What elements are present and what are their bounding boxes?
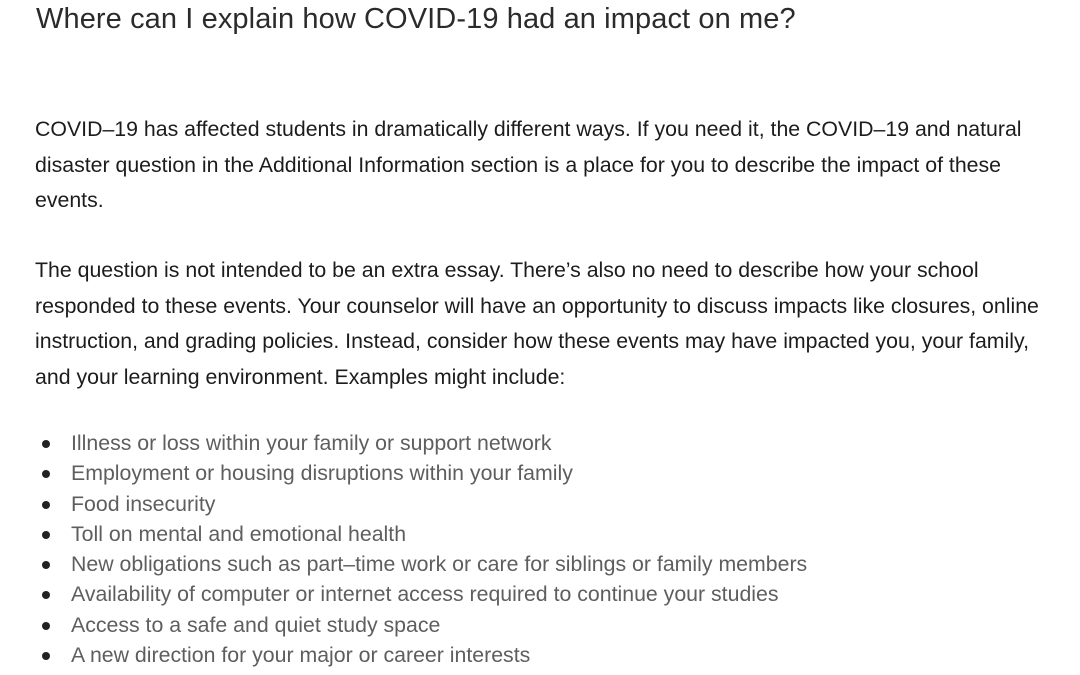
bullet-icon [42, 591, 50, 599]
bullet-icon [42, 561, 50, 569]
list-item-text: Employment or housing disruptions within your family [71, 461, 573, 486]
list-item-text: Food insecurity [71, 491, 216, 516]
guidance-paragraph: The question is not intended to be an extra essay. There’s also no need to describe how your school responded to these events. Your counselor will have an opportunity to discuss impacts like closures, online instruction, and grading policies. Instead, consider how these events may have impacted you, your family, and your learning environment. Examples might include: [35, 258, 1039, 389]
page-title: Where can I explain how COVID-19 had an impact on me? [36, 3, 796, 35]
list-item-text: Illness or loss within your family or support network [71, 431, 552, 455]
bullet-icon [42, 652, 50, 660]
list-item-text: Availability of computer or internet access required to continue your studies [71, 582, 779, 607]
intro-paragraph: COVID–19 has affected students in dramatically different ways. If you need it, the COVID–19 and natural disaster question in the Additional Information section is a place for you to describe the impact of these events. [35, 117, 1022, 212]
bullet-icon [42, 531, 50, 539]
list-item-text: A new direction for your major or career interests [71, 643, 531, 668]
bullet-icon [42, 622, 50, 630]
list-item-text: New obligations such as part–time work or care for siblings or family members [71, 552, 808, 577]
bullet-icon [42, 470, 50, 478]
list-item-text: Access to a safe and quiet study space [71, 612, 441, 637]
bullet-icon [42, 501, 50, 509]
list-item-text: Toll on mental and emotional health [71, 521, 407, 546]
bullet-icon [42, 440, 50, 448]
